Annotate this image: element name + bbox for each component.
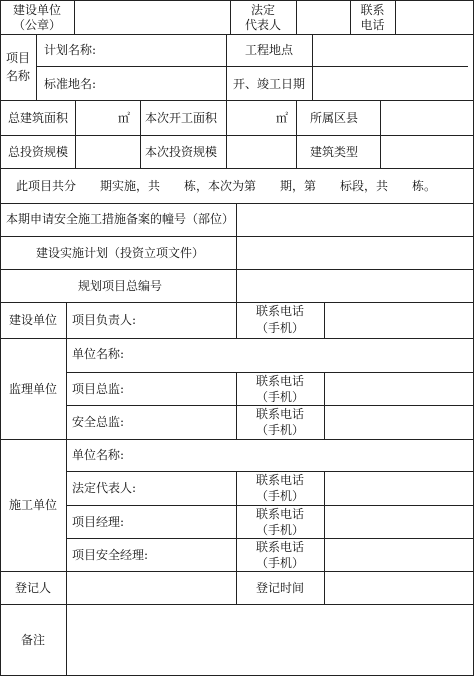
line bbox=[380, 100, 381, 168]
this-invest-label: 本次投资规模 bbox=[145, 145, 218, 159]
building-type-label: 建筑类型 bbox=[310, 145, 359, 159]
supervise-safety-phone: 联系电话 bbox=[255, 407, 304, 421]
construct-safety-manager-label: 项目安全经理: bbox=[72, 548, 149, 562]
supervise-chief-phone: 联系电话 bbox=[255, 374, 304, 388]
plan-name-label: 计划名称: bbox=[44, 43, 97, 57]
supervise-safety-phone-field[interactable] bbox=[325, 406, 473, 439]
line bbox=[0, 135, 474, 136]
build-unit-label: 建设单位 bbox=[8, 313, 57, 327]
project-side-label-2: 名称 bbox=[5, 69, 30, 83]
construct-manager-phone-field[interactable] bbox=[325, 506, 473, 538]
safety-record-label: 本期申请安全施工措施备案的幢号（部位） bbox=[6, 212, 235, 226]
construct-manager-phone: 联系电话 bbox=[255, 507, 304, 521]
construct-legal-phone: 联系电话 bbox=[255, 473, 304, 487]
construct-name-label: 单位名称: bbox=[72, 448, 125, 462]
total-invest-label: 总投资规模 bbox=[8, 145, 69, 159]
construct-safety-phone: 联系电话 bbox=[255, 540, 304, 554]
line bbox=[226, 100, 227, 168]
plan-number-field[interactable] bbox=[237, 270, 473, 302]
header-legal-sub: 代表人 bbox=[244, 18, 281, 32]
unit-seal-field[interactable] bbox=[75, 1, 229, 34]
header-contact-sub: 电话 bbox=[360, 18, 385, 32]
area-unit-2: ㎡ bbox=[276, 111, 289, 125]
supervise-name-label: 单位名称: bbox=[72, 347, 125, 361]
build-leader-label: 项目负责人: bbox=[72, 313, 137, 327]
line bbox=[66, 302, 67, 571]
plan-label: 建设实施计划（投资立项文件） bbox=[36, 246, 205, 260]
header-unit-sub: （公章） bbox=[12, 18, 61, 32]
supervise-chief-label: 项目总监: bbox=[72, 382, 125, 396]
phase-sentence: 此项目共分 期实施，共 栋，本次为第 期，第 标段，共 栋。 bbox=[16, 179, 437, 193]
remarks-field[interactable] bbox=[67, 605, 473, 675]
plan-number-label: 规划项目总编号 bbox=[78, 279, 163, 293]
build-phone-sub: （手机） bbox=[255, 321, 304, 335]
supervise-chief-phone-sub: （手机） bbox=[255, 390, 304, 404]
area-unit-1: ㎡ bbox=[118, 111, 131, 125]
line bbox=[0, 168, 474, 169]
line bbox=[0, 338, 474, 339]
construct-manager-phone-sub: （手机） bbox=[255, 523, 304, 537]
supervise-safety-label: 安全总监: bbox=[72, 415, 125, 429]
reg-time-label: 登记时间 bbox=[255, 581, 304, 595]
line bbox=[0, 439, 474, 440]
standard-name-label: 标准地名: bbox=[44, 77, 97, 91]
start-area-label: 本次开工面积 bbox=[145, 111, 218, 125]
district-label: 所属区县 bbox=[310, 111, 359, 125]
dates-label: 开、竣工日期 bbox=[232, 77, 305, 91]
line bbox=[296, 100, 297, 168]
header-legal-label: 法定 bbox=[250, 3, 275, 17]
line bbox=[75, 100, 76, 168]
build-phone-field[interactable] bbox=[325, 303, 473, 338]
header-contact-label: 联系 bbox=[360, 3, 385, 17]
line bbox=[0, 100, 474, 101]
construct-manager-label: 项目经理: bbox=[72, 515, 125, 529]
legal-rep-field[interactable] bbox=[297, 1, 349, 34]
dates-field[interactable] bbox=[313, 67, 473, 100]
project-side-label-1: 项目 bbox=[5, 51, 30, 65]
construct-safety-phone-sub: （手机） bbox=[255, 556, 304, 570]
registrar-field[interactable] bbox=[67, 572, 235, 604]
supervise-safety-phone-sub: （手机） bbox=[255, 423, 304, 437]
header-unit-label: 建设单位 bbox=[12, 3, 61, 17]
supervise-unit-label: 监理单位 bbox=[8, 382, 57, 396]
construct-safety-phone-field[interactable] bbox=[325, 539, 473, 571]
build-phone-label: 联系电话 bbox=[255, 304, 304, 318]
remarks-label: 备注 bbox=[20, 633, 45, 647]
plan-field[interactable] bbox=[237, 237, 473, 269]
construct-legal-phone-sub: （手机） bbox=[255, 489, 304, 503]
location-field[interactable] bbox=[313, 35, 473, 66]
line bbox=[0, 0, 1, 676]
location-label: 工程地点 bbox=[244, 43, 293, 57]
construct-unit-label: 施工单位 bbox=[8, 498, 57, 512]
reg-time-field[interactable] bbox=[325, 572, 473, 604]
construct-legal-label: 法定代表人: bbox=[72, 481, 137, 495]
total-area-label: 总建筑面积 bbox=[8, 111, 69, 125]
construct-legal-phone-field[interactable] bbox=[325, 472, 473, 505]
registrar-label: 登记人 bbox=[14, 581, 51, 595]
contact-phone-field[interactable] bbox=[396, 1, 473, 34]
supervise-chief-phone-field[interactable] bbox=[325, 373, 473, 405]
safety-record-field[interactable] bbox=[237, 204, 473, 236]
line bbox=[140, 100, 141, 168]
line bbox=[36, 34, 37, 100]
